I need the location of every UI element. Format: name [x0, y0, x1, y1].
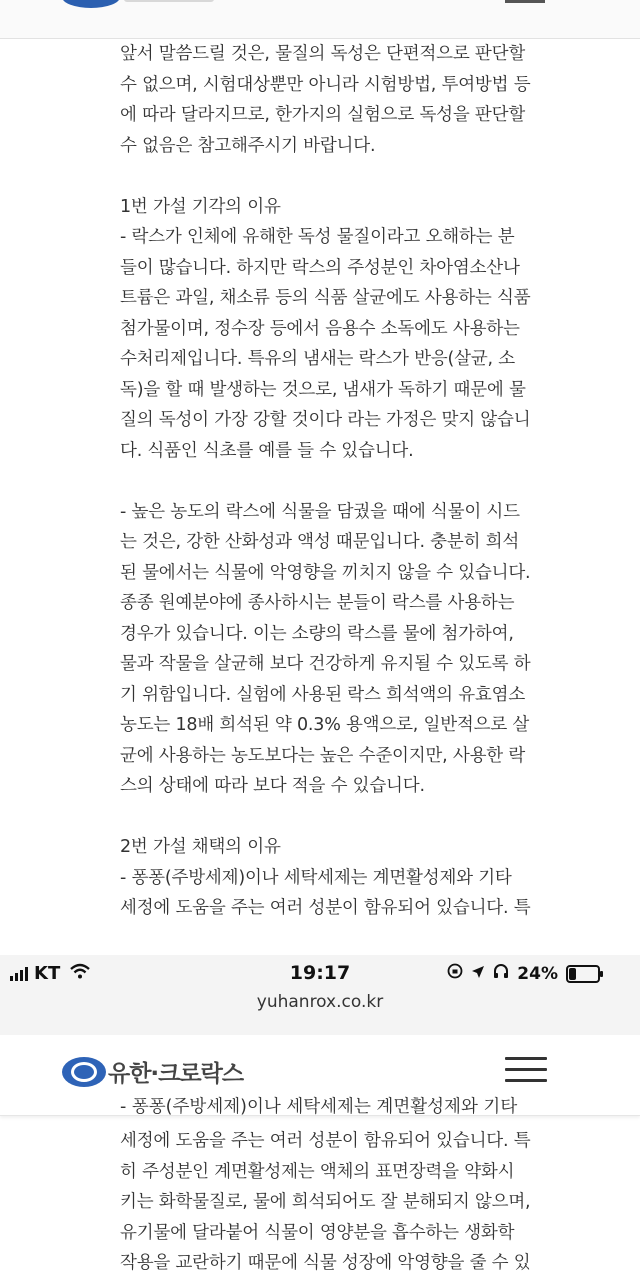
- text-line: 다. 식품인 식초를 예를 들 수 있습니다.: [120, 440, 414, 461]
- menu-icon-cutoff[interactable]: [505, 0, 545, 3]
- paragraph-gap: [120, 466, 590, 497]
- text-line: - 퐁퐁(주방세제)이나 세탁세제는 계면활성제와 기타: [120, 867, 512, 888]
- text-line: - 락스가 인체에 유해한 독성 물질이라고 오해하는 분: [120, 227, 515, 247]
- location-icon: [471, 964, 485, 984]
- status-bar: [0, 955, 640, 1035]
- text-line: 물과 작물을 살균해 보다 건강하게 유지될 수 있도록 하: [120, 654, 531, 674]
- logo-icon: [62, 1057, 106, 1087]
- article-body-top: [120, 39, 590, 924]
- battery-icon: [566, 965, 600, 983]
- text-line: 경우가 있습니다. 이는 소량의 락스를 물에 첨가하여,: [120, 623, 514, 644]
- text-line: 들이 많습니다. 하지만 락스의 주성분인 차아염소산나: [120, 257, 520, 278]
- text-line: 종종 원예분야에 종사하시는 분들이 락스를 사용하는: [120, 593, 515, 613]
- text-line: 수 없음은 참고해주시기 바랍니다.: [120, 135, 376, 156]
- logo-text-cutoff: [124, 0, 214, 2]
- text-line: 균에 사용하는 농도보다는 높은 수준이지만, 사용한 락: [120, 745, 526, 766]
- paragraph-gap: [120, 802, 590, 833]
- text-line: 트륨은 과일, 채소류 등의 식품 살균에도 사용하는 식품: [120, 288, 531, 308]
- cut-line-text: - 퐁퐁(주방세제)이나 세탁세제는 계면활성제와 기타: [120, 1097, 518, 1117]
- text-line: 세정에 도움을 주는 여러 성분이 함유되어 있습니다. 특: [120, 898, 531, 918]
- text-line: 첨가물이며, 정수장 등에서 음용수 소독에도 사용하는: [120, 318, 520, 339]
- text-line: 수처리제입니다. 특유의 냄새는 락스가 반응(살균, 소: [120, 349, 515, 369]
- text-line: 2번 가설 채택의 이유: [120, 837, 281, 857]
- text-line: 작용을 교란하기 때문에 식물 성장에 악영향을 줄 수 있: [120, 1253, 531, 1273]
- text-line: - 높은 농도의 락스에 식물을 담궜을 때에 식물이 시드: [120, 501, 520, 522]
- text-line: 는 것은, 강한 산화성과 액성 때문입니다. 충분히 희석: [120, 532, 520, 552]
- text-line: 히 주성분인 계면활성제는 액체의 표면장력을 약화시: [120, 1161, 515, 1182]
- rotation-lock-icon: [447, 963, 463, 984]
- text-line: 수 없으며, 시험대상뿐만 아니라 시험방법, 투여방법 등: [120, 74, 531, 95]
- text-line: 세정에 도움을 주는 여러 성분이 함유되어 있습니다. 특: [120, 1131, 531, 1151]
- url-bar[interactable]: yuhanrox.co.kr: [256, 992, 384, 1012]
- article-body-bottom: [120, 1126, 590, 1279]
- text-line: 스의 상태에 따라 보다 적을 수 있습니다.: [120, 776, 425, 796]
- text-line: 1번 가설 기각의 이유: [120, 196, 281, 217]
- top-site-header-cutoff: [0, 0, 640, 39]
- battery-percent: 24%: [517, 963, 558, 984]
- text-line: 질의 독성이 가장 강할 것이다 라는 가정은 맞지 않습니: [120, 410, 531, 430]
- text-line: 기 위함입니다. 실험에 사용된 락스 희석액의 유효염소: [120, 684, 526, 705]
- text-line: 앞서 말씀드릴 것은, 물질의 독성은 단편적으로 판단할: [120, 44, 526, 64]
- logo-icon-cutoff: [62, 0, 120, 8]
- status-icons: [447, 963, 600, 984]
- text-line: 농도는 18배 희석된 약 0.3% 용액으로, 일반적으로 살: [120, 715, 530, 735]
- paragraph-gap: [120, 161, 590, 192]
- text-line: 에 따라 달라지므로, 한가지의 실험으로 독성을 판단할: [120, 105, 526, 125]
- text-line: 독)을 할 때 발생하는 것으로, 냄새가 독하기 때문에 물: [120, 379, 526, 400]
- text-line: 키는 화학물질로, 물에 희석되어도 잘 분해되지 않으며,: [120, 1192, 531, 1212]
- carrier-label: KT: [34, 963, 61, 984]
- menu-icon[interactable]: [505, 1057, 547, 1087]
- text-line: 유기물에 달라붙어 식물이 영양분을 흡수하는 생화학: [120, 1222, 515, 1243]
- headphones-icon: [493, 963, 509, 984]
- partially-hidden-line: [120, 1097, 590, 1122]
- clock: 19:17: [289, 962, 351, 984]
- site-logo[interactable]: [62, 1055, 243, 1088]
- text-line: 된 물에서는 식물에 악영향을 끼치지 않을 수 있습니다.: [120, 562, 531, 583]
- logo-text: 유한·크로락스: [108, 1061, 244, 1087]
